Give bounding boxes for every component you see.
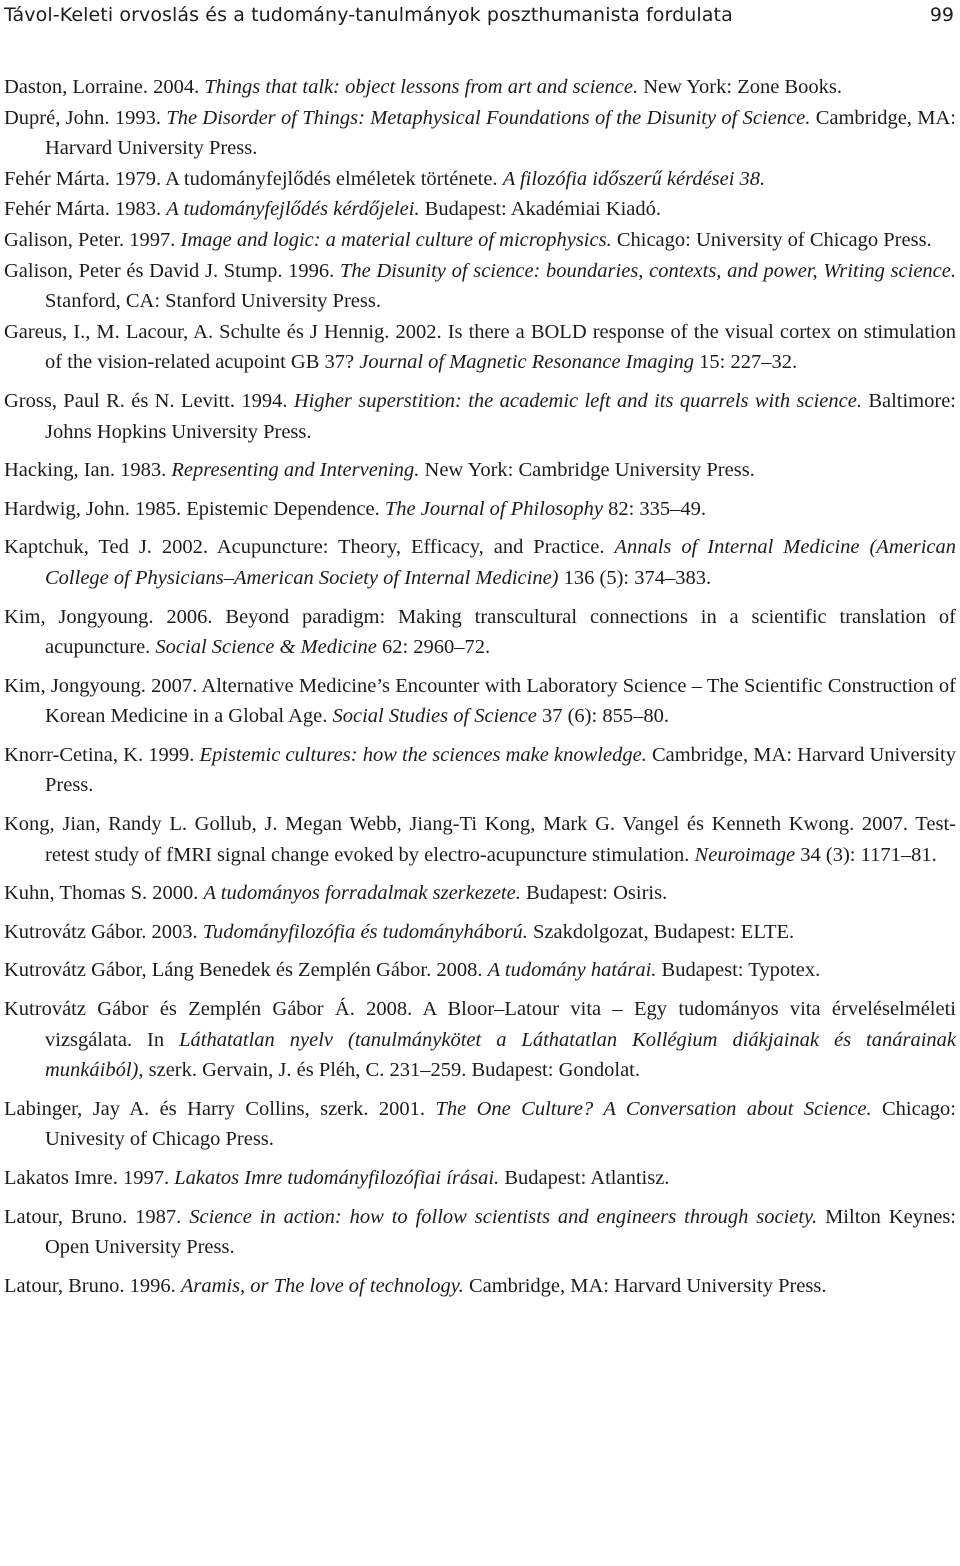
reference-entry bbox=[4, 72, 956, 103]
reference-title-italic: The Disorder of Things: Metaphysical Foundations of the Disunity of Science. bbox=[166, 106, 811, 129]
reference-entry bbox=[4, 1202, 956, 1263]
reference-title-italic: Things that talk: object lessons from art and science. bbox=[204, 76, 639, 98]
reference-text: Baltimore: Johns Hopkins University Press. bbox=[45, 389, 957, 443]
reference-text: Fehér Márta. 1979. A tudományfejlődés elméletek története. bbox=[4, 167, 503, 190]
reference-title-italic: Higher superstition: the academic left and its quarrels with science. bbox=[293, 389, 862, 412]
reference-text: Stanford, CA: Stanford University Press. bbox=[45, 290, 381, 313]
reference-text: Szakdolgozat, Budapest: ELTE. bbox=[527, 920, 795, 943]
reference-text: Kuhn, Thomas S. 2000. bbox=[4, 882, 204, 905]
reference-text: Gareus, I., M. Lacour, A. Schulte és J Hennig. 2002. Is there a BOLD response of the visual cortex on stimulation of the vision-related acupoint GB 37? bbox=[4, 320, 956, 374]
reference-text: Gross, Paul R. és N. Levitt. 1994. bbox=[4, 389, 294, 412]
reference-text: Latour, Bruno. 1987. bbox=[4, 1205, 190, 1228]
reference-text: New York: Cambridge University Press. bbox=[419, 459, 755, 482]
reference-entry bbox=[4, 671, 956, 732]
reference-text: Kaptchuk, Ted J. 2002. Acupuncture: Theory, Efficacy, and Practice. bbox=[4, 536, 615, 559]
reference-entry bbox=[4, 994, 956, 1086]
reference-text: Cambridge, MA: Harvard University Press. bbox=[463, 1274, 827, 1297]
reference-title-italic: Láthatatlan nyelv (tanulmánykötet a Láthatatlan Kollégium diákjainak és tanárainak munkáiból) bbox=[45, 1028, 956, 1082]
reference-entry bbox=[4, 602, 956, 663]
reference-entry bbox=[4, 386, 956, 447]
reference-title-italic: Neuroimage bbox=[694, 843, 796, 866]
reference-text: Lakatos Imre. 1997. bbox=[4, 1167, 175, 1189]
reference-title-italic: Lakatos Imre tudományfilozófiai írásai. bbox=[174, 1167, 500, 1189]
reference-entry bbox=[4, 317, 956, 378]
reference-title-italic: The Disunity of science: boundaries, contexts, and power, Writing science. bbox=[339, 259, 957, 282]
reference-title-italic: Social Studies of Science bbox=[332, 705, 537, 728]
reference-text: 136 (5): 374–383. bbox=[558, 566, 712, 589]
reference-entry bbox=[4, 225, 956, 256]
reference-text: Latour, Bruno. 1996. bbox=[4, 1274, 181, 1297]
reference-text: Kim, Jongyoung. 2007. Alternative Medicine’s Encounter with Laboratory Science – The Scientific Construction of Korean Medicine in a Global Age. bbox=[4, 674, 956, 728]
reference-title-italic: A tudományos forradalmak szerkezete. bbox=[203, 882, 521, 905]
reference-text: Hacking, Ian. 1983. bbox=[4, 459, 172, 482]
reference-title-italic: A filozófia időszerű kérdései 38. bbox=[502, 167, 766, 190]
reference-title-italic: Image and logic: a material culture of microphysics. bbox=[180, 228, 612, 251]
reference-text: 37 (6): 855–80. bbox=[536, 705, 669, 728]
reference-entry bbox=[4, 917, 956, 948]
reference-text: Budapest: Akadémiai Kiadó. bbox=[419, 198, 661, 221]
reference-text: Cambridge, MA: Harvard University Press. bbox=[45, 106, 956, 160]
reference-text: Kim, Jongyoung. 2006. Beyond paradigm: Making transcultural connections in a scientific translation of acupuncture. bbox=[4, 605, 956, 659]
reference-entry bbox=[4, 955, 956, 986]
reference-entry bbox=[4, 164, 956, 195]
reference-title-italic: Science in action: how to follow scientists and engineers through society. bbox=[189, 1205, 818, 1228]
reference-text: , szerk. Gervain, J. és Pléh, C. 231–259. Budapest: Gondolat. bbox=[138, 1059, 640, 1082]
reference-entry bbox=[4, 532, 956, 593]
reference-entry bbox=[4, 878, 956, 909]
reference-text: Dupré, John. 1993. bbox=[4, 106, 167, 129]
reference-entry bbox=[4, 1094, 956, 1155]
reference-title-italic: Annals of Internal Medicine (American College of Physicians–American Society of Internal Medicine) bbox=[45, 536, 956, 589]
reference-text: Cambridge, MA: Harvard University Press. bbox=[45, 743, 956, 797]
reference-entry bbox=[4, 1163, 956, 1194]
reference-text: Knorr-Cetina, K. 1999. bbox=[4, 743, 200, 766]
reference-text: Kong, Jian, Randy L. Gollub, J. Megan Webb, Jiang-Ti Kong, Mark G. Vangel és Kenneth Kwong. 2007. Test-retest study of fMRI signal change evoked by electro-acupuncture stimulation. bbox=[4, 813, 956, 866]
reference-text: Daston, Lorraine. 2004. bbox=[4, 76, 205, 98]
reference-title-italic: The Journal of Philosophy bbox=[384, 497, 603, 520]
reference-text: Galison, Peter. 1997. bbox=[4, 228, 181, 251]
reference-text: Chicago: Univesity of Chicago Press. bbox=[45, 1097, 956, 1151]
reference-text: Kutrovátz Gábor, Láng Benedek és Zemplén Gábor. 2008. bbox=[4, 959, 488, 982]
reference-text: 82: 335–49. bbox=[602, 497, 707, 520]
page-number: 99 bbox=[929, 4, 954, 26]
reference-entry bbox=[4, 103, 956, 164]
reference-title-italic: Social Science & Medicine bbox=[155, 636, 377, 659]
reference-entry bbox=[4, 494, 956, 525]
reference-title-italic: Tudományfilozófia és tudományháború. bbox=[202, 920, 528, 943]
reference-entry bbox=[4, 256, 956, 317]
reference-text: Galison, Peter és David J. Stump. 1996. bbox=[4, 259, 340, 282]
reference-text: Budapest: Osiris. bbox=[520, 882, 668, 905]
reference-entry bbox=[4, 455, 956, 486]
reference-title-italic: The One Culture? A Conversation about Science. bbox=[435, 1097, 872, 1120]
running-header bbox=[0, 0, 960, 34]
reference-text: Kutrovátz Gábor és Zemplén Gábor Á. 2008. A Bloor–Latour vita – Egy tudományos vita érveléselméleti vizsgálata. In bbox=[4, 998, 956, 1051]
reference-text: Budapest: Typotex. bbox=[656, 959, 821, 982]
running-title: Távol-Keleti orvoslás és a tudomány-tanulmányok poszthumanista fordulata bbox=[4, 4, 733, 26]
reference-entry bbox=[4, 740, 956, 801]
reference-title-italic: Journal of Magnetic Resonance Imaging bbox=[359, 351, 695, 374]
reference-text: Kutrovátz Gábor. 2003. bbox=[4, 920, 203, 943]
reference-text: 34 (3): 1171–81. bbox=[795, 843, 937, 866]
reference-title-italic: Epistemic cultures: how the sciences make knowledge. bbox=[199, 743, 647, 766]
reference-title-italic: Representing and Intervening. bbox=[171, 459, 420, 482]
reference-text: Chicago: University of Chicago Press. bbox=[611, 228, 932, 251]
reference-text: Budapest: Atlantisz. bbox=[499, 1167, 670, 1189]
reference-entry bbox=[4, 1271, 956, 1302]
reference-entry bbox=[4, 194, 956, 225]
reference-title-italic: A tudományfejlődés kérdőjelei. bbox=[166, 198, 420, 221]
reference-text: 15: 227–32. bbox=[694, 351, 798, 374]
reference-text: New York: Zone Books. bbox=[638, 76, 842, 98]
reference-text: 62: 2960–72. bbox=[376, 636, 491, 659]
reference-text: Fehér Márta. 1983. bbox=[4, 198, 167, 221]
reference-entry bbox=[4, 809, 956, 870]
reference-title-italic: Aramis, or The love of technology. bbox=[180, 1274, 464, 1297]
reference-list bbox=[4, 72, 956, 1301]
reference-title-italic: A tudomány határai. bbox=[487, 959, 657, 982]
reference-text: Milton Keynes: Open University Press. bbox=[45, 1205, 956, 1259]
reference-text: Hardwig, John. 1985. Epistemic Dependence. bbox=[4, 497, 385, 520]
reference-text: Labinger, Jay A. és Harry Collins, szerk. 2001. bbox=[4, 1097, 436, 1120]
